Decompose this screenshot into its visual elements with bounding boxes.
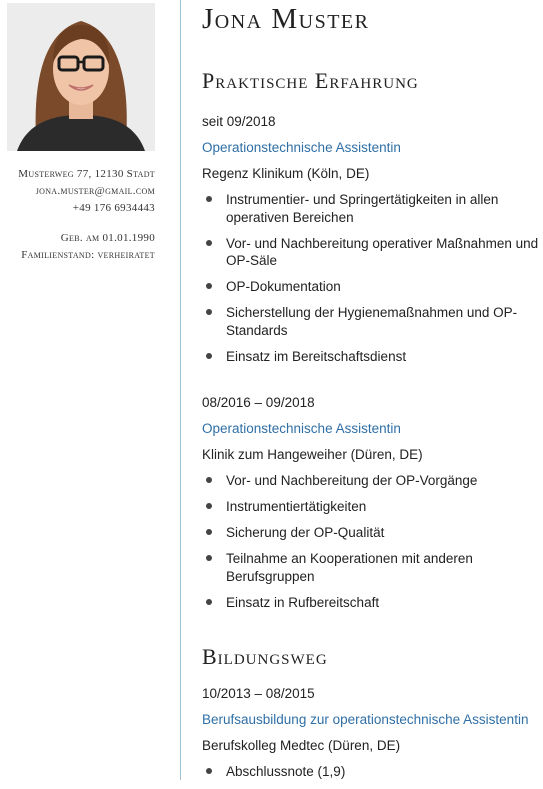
list-item: Vor- und Nachbereitung operativer Maßnahmen und OP-Säle [202,235,542,270]
email-text: jona.muster@gmail.com [35,185,155,197]
bullet-icon [206,309,212,315]
bullet-icon [206,529,212,535]
entry-role: Berufsausbildung zur operationstechnische Assistentin [202,712,529,727]
bullet-icon [206,477,212,483]
list-item: Sicherstellung der Hygienemaßnahmen und OP-Standards [202,304,542,339]
personal-block [0,230,155,264]
entry-role: Operationstechnische Assistentin [202,140,401,155]
bullet-icon [206,555,212,561]
list-item: OP-Dokumentation [202,278,542,296]
entry-organization: Regenz Klinikum (Köln, DE) [202,166,370,181]
section-title-experience: Praktische Erfahrung [202,68,419,93]
divider-line [180,0,181,780]
section-title-education: Bildungsweg [202,644,328,669]
profile-photo [7,3,155,151]
bullet-icon [206,768,212,774]
education-entry [202,685,542,789]
bullet-icon [206,599,212,605]
list-item: Einsatz in Rufbereitschaft [202,594,542,612]
entry-date: seit 09/2018 [202,114,276,129]
experience-entry [202,113,542,374]
entry-organization: Klinik zum Hangeweiher (Düren, DE) [202,447,423,462]
entry-date: 08/2016 – 09/2018 [202,395,315,410]
list-item: Vor- und Nachbereitung der OP-Vorgänge [202,472,542,490]
entry-organization: Berufskolleg Medtec (Düren, DE) [202,738,401,753]
sidebar [0,0,165,780]
list-item: Instrumentier- und Springertätigkeiten in allen operativen Bereichen [202,191,542,226]
list-item: Sicherung der OP-Qualität [202,524,542,542]
bullet-icon [206,240,212,246]
person-name: Jona Muster [202,3,370,35]
bullet-icon [206,503,212,509]
bullet-icon [206,196,212,202]
entry-bullet-list [202,191,542,365]
bullet-icon [206,353,212,359]
entry-bullet-list [202,472,542,611]
list-item: Einsatz im Bereitschaftsdienst [202,348,542,366]
contact-block [0,166,155,217]
address-text: Musterweg 77, 12130 Stadt [18,168,155,180]
list-item: Teilnahme an Kooperationen mit anderen Berufsgruppen [202,550,542,585]
entry-role: Operationstechnische Assistentin [202,421,401,436]
bullet-icon [206,283,212,289]
experience-entry [202,394,542,620]
entry-date: 10/2013 – 08/2015 [202,686,315,701]
list-item: Instrumentiertätigkeiten [202,498,542,516]
entry-bullet-list [202,763,542,781]
birth-text: Geb. am 01.01.1990 [60,232,155,244]
phone-text: +49 176 6934443 [72,202,155,214]
marital-status-text: Familienstand: verheiratet [21,249,155,261]
list-item: Abschlussnote (1,9) [202,763,542,781]
